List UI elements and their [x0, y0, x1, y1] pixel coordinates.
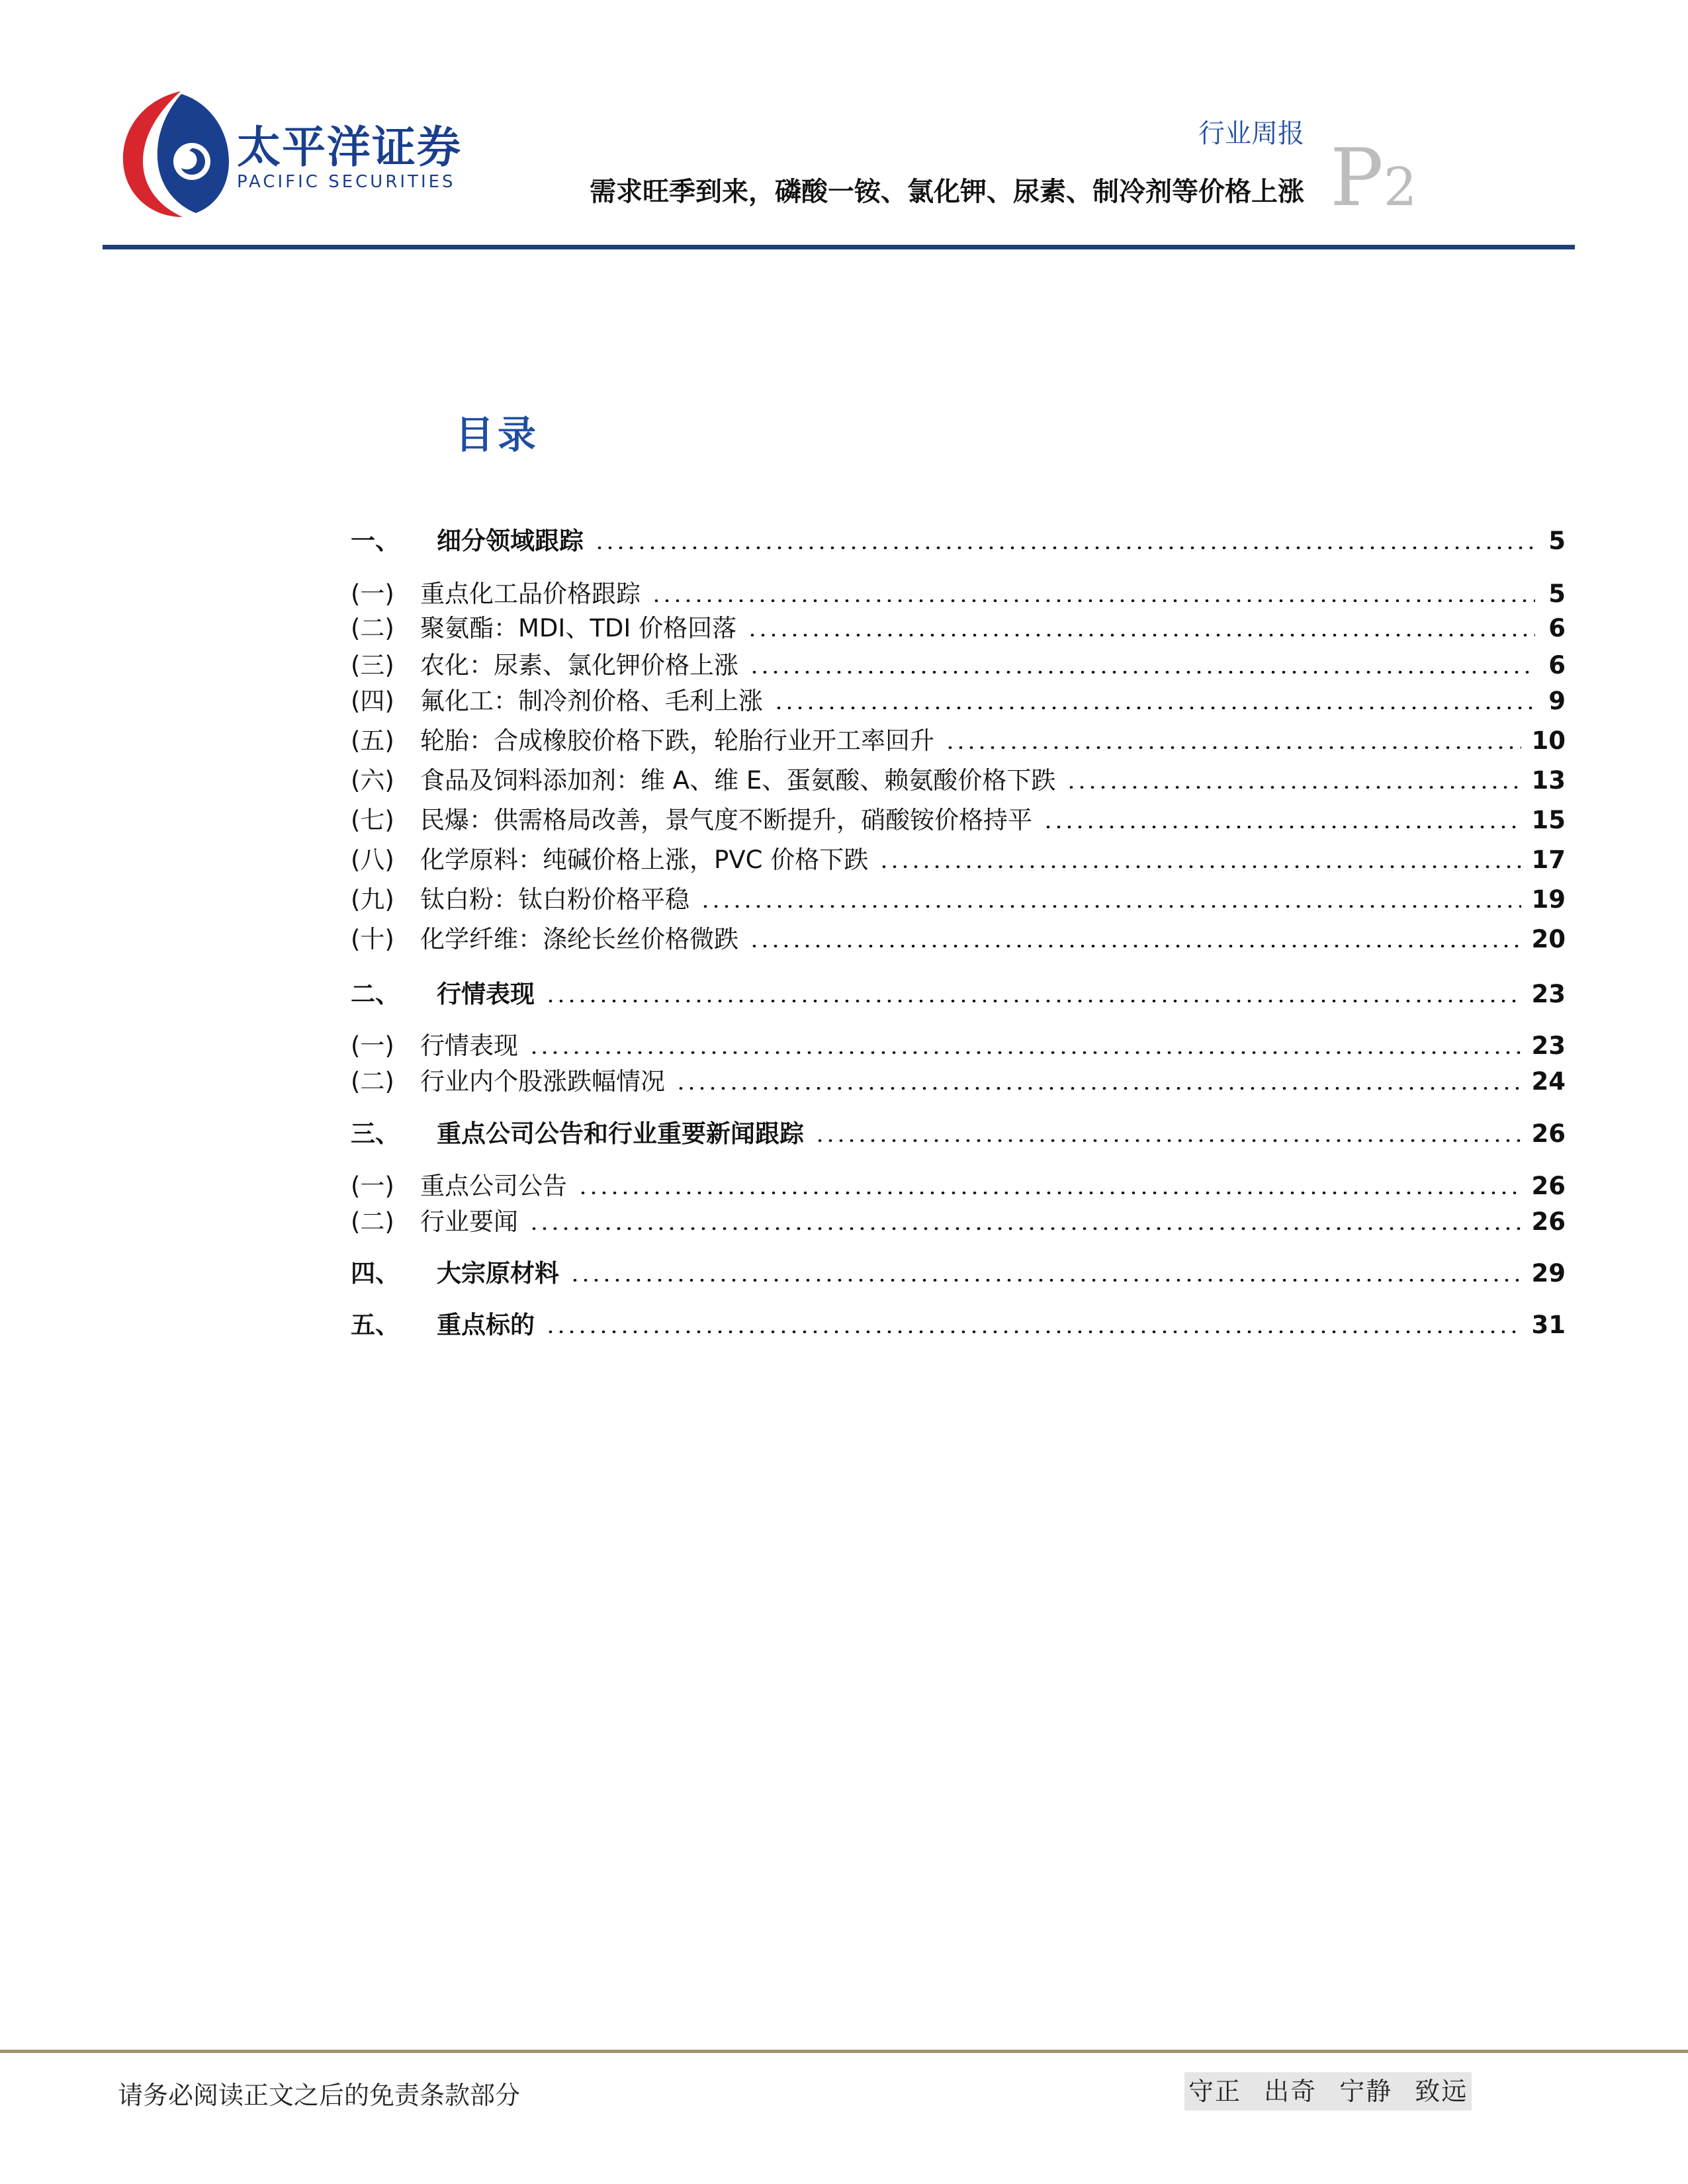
toc-dot-leader	[570, 1279, 1521, 1282]
toc-entry-title: 行业内个股涨跌幅情况	[420, 1067, 665, 1096]
report-type: 行业周报	[1198, 118, 1304, 149]
toc-entry[interactable]	[351, 1203, 1566, 1234]
toc-entry-title: 聚氨酯：MDI、TDI 价格回落	[420, 614, 737, 642]
toc-entry-number: (七)	[351, 806, 394, 834]
toc-dot-leader	[1043, 826, 1521, 828]
toc-entry-title: 细分领域跟踪	[437, 527, 584, 555]
toc-entry-number: (五)	[351, 726, 394, 755]
toc-entry-page: 23	[1531, 1031, 1566, 1060]
toc-entry-title: 化学纤维：涤纶长丝价格微跌	[420, 925, 738, 953]
toc-entry-page: 6	[1548, 651, 1566, 679]
toc-entry-page: 17	[1531, 846, 1566, 874]
toc-entry-number: 五、	[351, 1311, 400, 1339]
toc-entry-number: (二)	[351, 1067, 394, 1096]
toc-entry-title: 行业要闻	[420, 1207, 518, 1236]
toc-entry[interactable]	[351, 802, 1566, 832]
toc-entry[interactable]	[351, 1027, 1566, 1058]
toc-entry-number: 四、	[351, 1259, 400, 1288]
toc-entry[interactable]	[351, 842, 1566, 872]
toc-entry[interactable]	[351, 921, 1566, 951]
toc-entry-page: 31	[1531, 1311, 1566, 1339]
toc-entry-page: 9	[1548, 687, 1566, 715]
toc-entry-title: 氟化工：制冷剂价格、毛利上涨	[420, 687, 763, 715]
toc-entry-page: 26	[1531, 1172, 1566, 1200]
toc-entry-number: 三、	[351, 1119, 400, 1148]
report-title: 需求旺季到来，磷酸一铵、氯化钾、尿素、制冷剂等价格上涨	[590, 177, 1304, 207]
toc-entry-page: 15	[1531, 806, 1566, 834]
toc-dot-leader	[945, 746, 1521, 749]
toc-dot-leader	[676, 1087, 1521, 1090]
toc-entry-page: 29	[1531, 1259, 1566, 1288]
toc-entry[interactable]	[351, 576, 1566, 606]
page-number-label	[1330, 132, 1417, 224]
toc-entry-page: 13	[1531, 766, 1566, 795]
toc-entry-number: (六)	[351, 766, 394, 795]
toc-dot-leader	[529, 1227, 1521, 1230]
header-divider	[103, 245, 1575, 249]
toc-entry-title: 农化：尿素、氯化钾价格上涨	[420, 651, 738, 679]
toc-dot-leader	[594, 546, 1535, 549]
toc-entry-title: 大宗原材料	[437, 1259, 559, 1288]
toc-entry-number: (一)	[351, 1031, 394, 1060]
toc-entry-number: (三)	[351, 651, 394, 679]
brand-name-en: PACIFIC SECURITIES	[237, 172, 456, 192]
toc-entry-title: 钛白粉：钛白粉价格平稳	[420, 885, 689, 914]
toc-entry[interactable]	[351, 683, 1566, 713]
toc-entry[interactable]	[351, 976, 1566, 1006]
toc-dot-leader	[879, 865, 1521, 868]
toc-heading: 目录	[455, 412, 541, 457]
toc-dot-leader	[747, 634, 1535, 636]
footer-disclaimer: 请务必阅读正文之后的免责条款部分	[118, 2081, 521, 2110]
toc-dot-leader	[651, 599, 1535, 602]
toc-entry-page: 5	[1548, 527, 1566, 555]
toc-entry-number: (九)	[351, 885, 394, 914]
toc-entry[interactable]	[351, 1063, 1566, 1094]
toc-entry[interactable]	[351, 610, 1566, 640]
toc-entry[interactable]	[351, 881, 1566, 912]
toc-entry-title: 重点公司公告	[420, 1172, 567, 1200]
toc-dot-leader	[749, 945, 1521, 947]
footer-divider	[0, 2050, 1688, 2053]
toc-entry-page: 19	[1531, 885, 1566, 914]
toc-entry-number: (二)	[351, 1207, 394, 1236]
toc-dot-leader	[1066, 786, 1521, 789]
toc-dot-leader	[749, 671, 1535, 674]
toc-entry-title: 民爆：供需格局改善，景气度不断提升，硝酸铵价格持平	[420, 806, 1032, 834]
toc-entry-page: 6	[1548, 614, 1566, 642]
toc-entry-page: 10	[1531, 726, 1566, 755]
toc-entry[interactable]	[351, 523, 1566, 553]
toc-entry[interactable]	[351, 762, 1566, 793]
toc-dot-leader	[700, 905, 1521, 908]
toc-entry-number: (十)	[351, 925, 394, 953]
toc-entry-title: 食品及饲料添加剂：维 A、维 E、蛋氨酸、赖氨酸价格下跌	[420, 766, 1056, 795]
toc-dot-leader	[578, 1192, 1521, 1194]
toc-entry-title: 重点化工品价格跟踪	[420, 580, 641, 608]
toc-entry-page: 26	[1531, 1207, 1566, 1236]
toc-dot-leader	[545, 1000, 1521, 1002]
toc-entry-number: (八)	[351, 846, 394, 874]
toc-entry-page: 23	[1531, 980, 1566, 1008]
toc-entry-page: 20	[1531, 925, 1566, 953]
toc-entry-title: 重点公司公告和行业重要新闻跟踪	[437, 1119, 804, 1148]
toc-entry[interactable]	[351, 1168, 1566, 1198]
toc-entry-number: 一、	[351, 527, 400, 555]
toc-dot-leader	[815, 1139, 1521, 1142]
brand-name-cn: 太平洋证券	[237, 122, 462, 173]
toc-entry-title: 行情表现	[437, 980, 535, 1008]
toc-entry-page: 24	[1531, 1067, 1566, 1096]
toc-entry-number: (一)	[351, 1172, 394, 1200]
toc-entry[interactable]	[351, 1255, 1566, 1286]
toc-dot-leader	[774, 707, 1535, 709]
toc-dot-leader	[545, 1331, 1521, 1333]
toc-entry[interactable]	[351, 722, 1566, 753]
toc-dot-leader	[529, 1051, 1521, 1054]
toc-entry-number: (四)	[351, 687, 394, 715]
toc-entry-number: (二)	[351, 614, 394, 642]
pacific-securities-logo	[118, 87, 230, 220]
toc-entry-title: 化学原料：纯碱价格上涨，PVC 价格下跌	[420, 846, 869, 874]
footer-motto: 守正 出奇 宁静 致远	[1184, 2072, 1472, 2111]
toc-entry[interactable]	[351, 647, 1566, 677]
page-number: 2	[1383, 156, 1417, 218]
toc-entry[interactable]	[351, 1307, 1566, 1337]
toc-entry-number: (一)	[351, 580, 394, 608]
toc-entry-title: 行情表现	[420, 1031, 518, 1060]
page-prefix: P	[1330, 132, 1384, 224]
toc-entry-page: 5	[1548, 580, 1566, 608]
toc-entry-page: 26	[1531, 1119, 1566, 1148]
toc-entry-title: 重点标的	[437, 1311, 535, 1339]
toc-entry-title: 轮胎：合成橡胶价格下跌，轮胎行业开工率回升	[420, 726, 934, 755]
toc-entry[interactable]	[351, 1115, 1566, 1146]
toc-entry-number: 二、	[351, 980, 400, 1008]
